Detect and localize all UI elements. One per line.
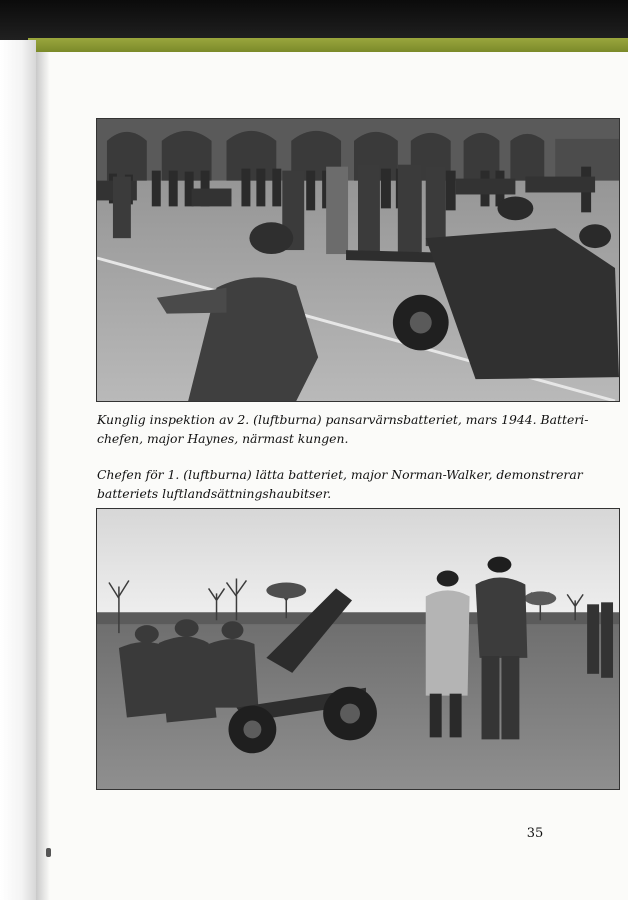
page-gutter-shadow [36,52,50,900]
photo-howitzer-demonstration [96,508,620,790]
scan-top-background [0,0,628,40]
caption-2-line-2: batteriets luftlandsättningshaubitser. [97,486,332,501]
page-edge-mark [46,848,51,857]
page-number: 35 [526,826,544,841]
caption-2-line-1: Chefen för 1. (luftburna) lätta batteriet, major Norman-Walker, demonstrerar [97,467,583,482]
photo-royal-inspection [96,118,620,402]
book-edge-strip [28,38,628,52]
photo-1-caption [97,410,617,448]
page-left-edge [0,40,36,900]
caption-1-line-2: chefen, major Haynes, närmast kungen. [97,431,349,446]
caption-1-line-1: Kunglig inspektion av 2. (luftburna) pansarvärnsbatteriet, mars 1944. Batteri- [97,412,589,427]
photo-2-caption [97,465,617,503]
